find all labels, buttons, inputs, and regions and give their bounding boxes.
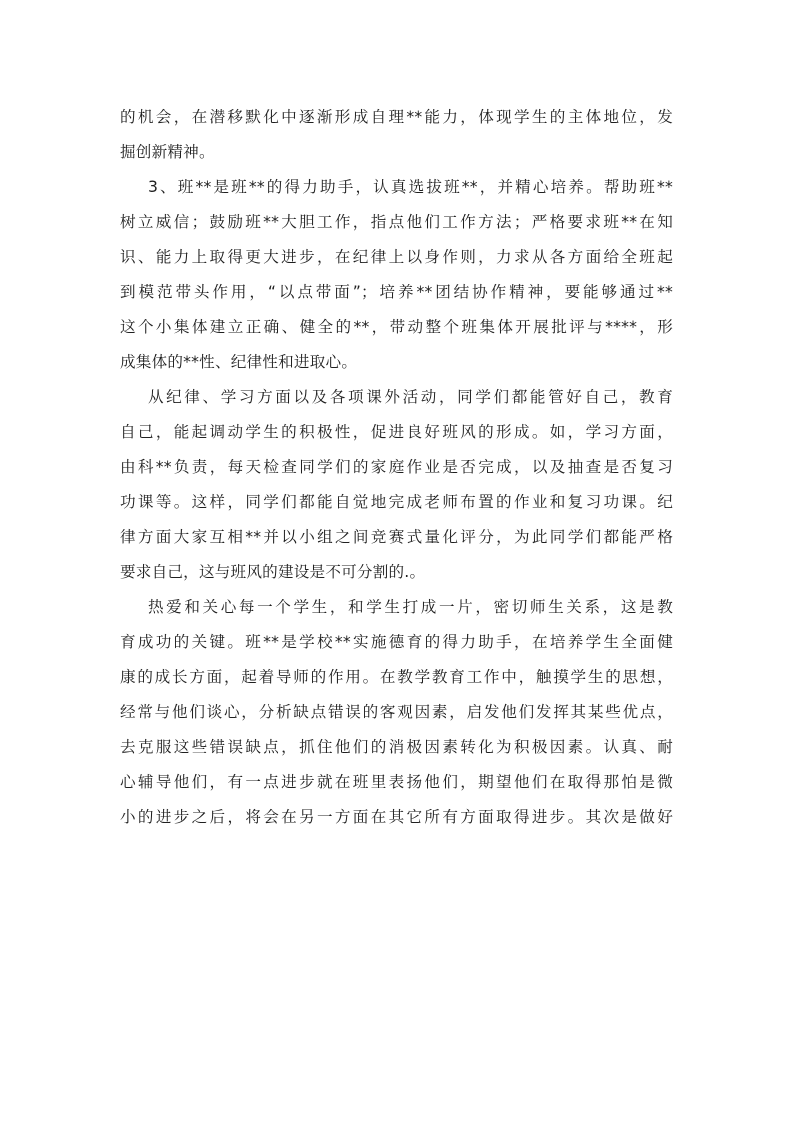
text-line: 掘创新精神。 xyxy=(120,143,215,161)
text-line: 康的成长方面，起着导师的作用。在教学教育工作中，触摸学生的思想， xyxy=(120,668,673,686)
text-line: 由科**负责，每天检查同学们的家庭作业是否完成，以及抽查是否复习 xyxy=(120,458,673,476)
text-line: 经常与他们谈心，分析缺点错误的客观因素，启发他们发挥其某些优点， xyxy=(120,703,673,721)
text-line: 育成功的关键。班**是学校**实施德育的得力助手，在培养学生全面健 xyxy=(120,633,673,651)
text-line: 小的进步之后，将会在另一方面在其它所有方面取得进步。其次是做好 xyxy=(120,808,673,826)
text-line: 去克服这些错误缺点，抓住他们的消极因素转化为积极因素。认真、耐 xyxy=(120,738,673,756)
text-line: 的机会，在潜移默化中逐渐形成自理**能力，体现学生的主体地位，发 xyxy=(120,108,673,126)
text-line: 自己，能起调动学生的积极性，促进良好班风的形成。如，学习方面， xyxy=(120,423,673,441)
text-line: 到模范带头作用，“以点带面”；培养**团结协作精神，要能够通过** xyxy=(120,283,673,301)
text-line: 这个小集体建立正确、健全的**，带动整个班集体开展批评与****，形 xyxy=(120,318,673,336)
text-line: 律方面大家互相**并以小组之间竞赛式量化评分，为此同学们都能严格 xyxy=(120,528,673,546)
text-line: 心辅导他们，有一点进步就在班里表扬他们，期望他们在取得那怕是微 xyxy=(120,773,673,791)
text-line: 要求自己，这与班风的建设是不可分割的.。 xyxy=(120,563,426,581)
text-line: 3、班**是班**的得力助手，认真选拔班**，并精心培养。帮助班** xyxy=(148,178,673,196)
text-line: 树立威信；鼓励班**大胆工作，指点他们工作方法；严格要求班**在知 xyxy=(120,213,673,231)
text-line: 热爱和关心每一个学生，和学生打成一片，密切师生关系，这是教 xyxy=(148,598,673,616)
text-line: 从纪律、学习方面以及各项课外活动，同学们都能管好自己，教育 xyxy=(148,388,673,406)
body-text xyxy=(120,100,673,835)
text-line: 成集体的**性、纪律性和进取心。 xyxy=(120,353,358,371)
text-line: 功课等。这样，同学们都能自觉地完成老师布置的作业和复习功课。纪 xyxy=(120,493,673,511)
text-line: 识、能力上取得更大进步，在纪律上以身作则，力求从各方面给全班起 xyxy=(120,248,673,266)
